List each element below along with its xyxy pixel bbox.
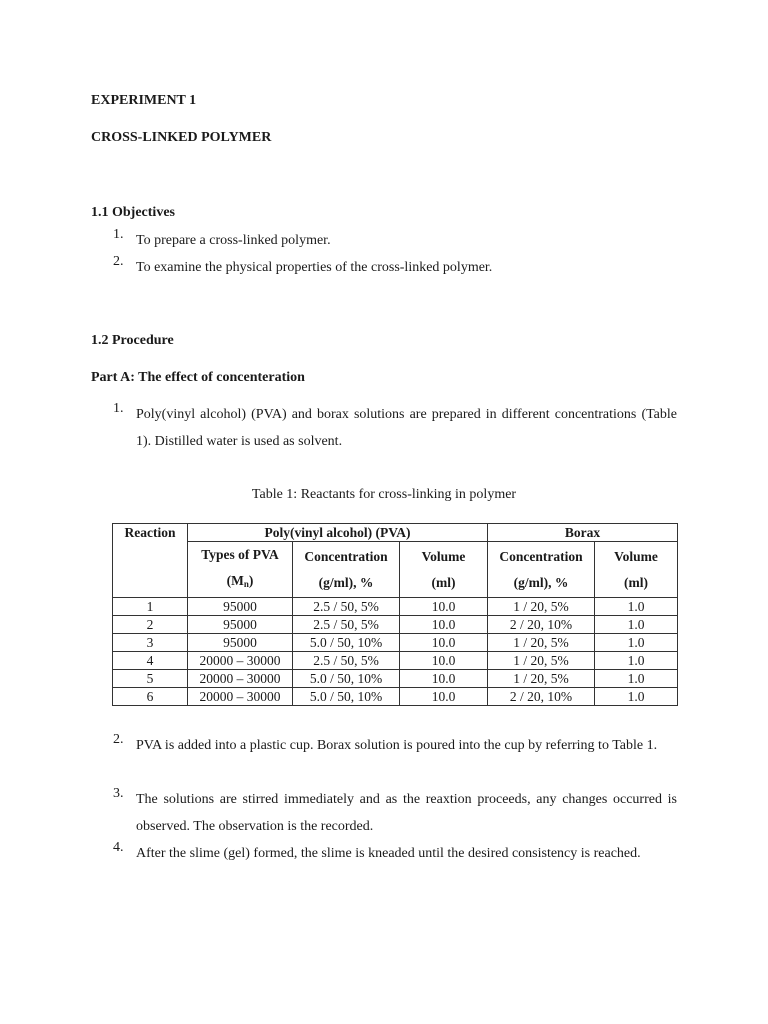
- borax-concentration-header: [488, 542, 595, 598]
- header-line: Concentration: [499, 548, 583, 564]
- table-cell: 5: [113, 670, 188, 688]
- table-cell: 1.0: [595, 688, 678, 706]
- table-cell: 1 / 20, 5%: [488, 634, 595, 652]
- list-text: To examine the physical properties of the cross-linked polymer.: [136, 260, 493, 275]
- list-number: 1.: [113, 401, 124, 416]
- list-number: 4.: [113, 840, 124, 855]
- table-subheader-row: [113, 542, 678, 598]
- table-cell: 2: [113, 616, 188, 634]
- header-line: [188, 568, 292, 597]
- header-line: (g/ml), %: [318, 574, 374, 590]
- table-cell: 10.0: [400, 688, 488, 706]
- list-number: 2.: [113, 254, 124, 269]
- table-cell: 1.0: [595, 670, 678, 688]
- table-cell: 10.0: [400, 652, 488, 670]
- procedure-heading: 1.2 Procedure: [91, 333, 174, 348]
- table-cell: 3: [113, 634, 188, 652]
- list-number: 3.: [113, 786, 124, 801]
- list-text: After the slime (gel) formed, the slime is kneaded until the desired consistency is reached.: [136, 846, 641, 861]
- header-line: Volume: [614, 548, 658, 564]
- table-cell: 5.0 / 50, 10%: [293, 688, 400, 706]
- header-line: Volume: [421, 548, 466, 564]
- types-of-pva-header: [188, 542, 293, 598]
- table-row: [113, 598, 678, 616]
- header-text: (M: [226, 573, 244, 588]
- table-cell: 1: [113, 598, 188, 616]
- list-number: 1.: [113, 227, 124, 242]
- table-cell: 95000: [188, 598, 293, 616]
- list-text: Poly(vinyl alcohol) (PVA) and borax solutions are prepared in different concentrations (Table 1). Distilled water is used as solvent.: [136, 407, 677, 449]
- pva-volume-header: [400, 542, 488, 598]
- list-text: PVA is added into a plastic cup. Borax solution is poured into the cup by referring to Table 1.: [136, 738, 658, 753]
- header-line: Types of PVA: [201, 547, 279, 562]
- list-text: The solutions are stirred immediately and as the reaxtion proceeds, any changes occurred is observed. The observation is the recorded.: [136, 792, 677, 834]
- table-cell: 2 / 20, 10%: [488, 688, 595, 706]
- pva-group-header: Poly(vinyl alcohol) (PVA): [188, 524, 488, 542]
- table-cell: 10.0: [400, 670, 488, 688]
- table-cell: 2.5 / 50, 5%: [293, 616, 400, 634]
- table-cell: 10.0: [400, 616, 488, 634]
- table-cell: 2.5 / 50, 5%: [293, 598, 400, 616]
- pva-concentration-header: [293, 542, 400, 598]
- table-cell: 20000 – 30000: [188, 652, 293, 670]
- table-cell: 20000 – 30000: [188, 688, 293, 706]
- reactants-table: [112, 523, 678, 706]
- objective-item: [91, 227, 677, 254]
- header-text: ): [248, 573, 254, 588]
- header-line: (ml): [624, 574, 648, 590]
- table-row: [113, 652, 678, 670]
- table-cell: 1 / 20, 5%: [488, 598, 595, 616]
- procedure-step: [91, 401, 677, 455]
- list-text: To prepare a cross-linked polymer.: [136, 233, 331, 248]
- header-line: Concentration: [304, 548, 388, 564]
- table-cell: 5.0 / 50, 10%: [293, 634, 400, 652]
- table-cell: 1.0: [595, 616, 678, 634]
- borax-volume-header: [595, 542, 678, 598]
- table-cell: 1.0: [595, 634, 678, 652]
- table-cell: 5.0 / 50, 10%: [293, 670, 400, 688]
- reaction-header: Reaction: [113, 524, 188, 598]
- table-cell: 10.0: [400, 598, 488, 616]
- list-number: 2.: [113, 732, 124, 747]
- table-header-row: [113, 524, 678, 542]
- table-cell: 1 / 20, 5%: [488, 670, 595, 688]
- table-cell: 2 / 20, 10%: [488, 616, 595, 634]
- table-cell: 1.0: [595, 598, 678, 616]
- table-cell: 2.5 / 50, 5%: [293, 652, 400, 670]
- objective-item: [91, 254, 677, 281]
- table-cell: 6: [113, 688, 188, 706]
- table-row: [113, 688, 678, 706]
- objectives-heading: 1.1 Objectives: [91, 205, 175, 220]
- part-a-heading: Part A: The effect of concenteration: [91, 370, 305, 385]
- header-line: (ml): [431, 574, 456, 590]
- table-cell: 10.0: [400, 634, 488, 652]
- table-caption: Table 1: Reactants for cross-linking in polymer: [251, 487, 517, 502]
- table-cell: 20000 – 30000: [188, 670, 293, 688]
- document-subtitle: CROSS-LINKED POLYMER: [91, 130, 272, 145]
- table-cell: 95000: [188, 634, 293, 652]
- table-row: [113, 616, 678, 634]
- procedure-step: [91, 732, 677, 759]
- table-row: [113, 634, 678, 652]
- header-line: (g/ml), %: [513, 574, 569, 590]
- table-cell: 1.0: [595, 652, 678, 670]
- table-row: [113, 670, 678, 688]
- borax-group-header: Borax: [488, 524, 678, 542]
- subscript: n: [243, 579, 249, 589]
- document-title: EXPERIMENT 1: [91, 93, 197, 108]
- table-cell: 1 / 20, 5%: [488, 652, 595, 670]
- procedure-step: [91, 840, 677, 867]
- procedure-step: [91, 786, 677, 840]
- table-cell: 4: [113, 652, 188, 670]
- table-cell: 95000: [188, 616, 293, 634]
